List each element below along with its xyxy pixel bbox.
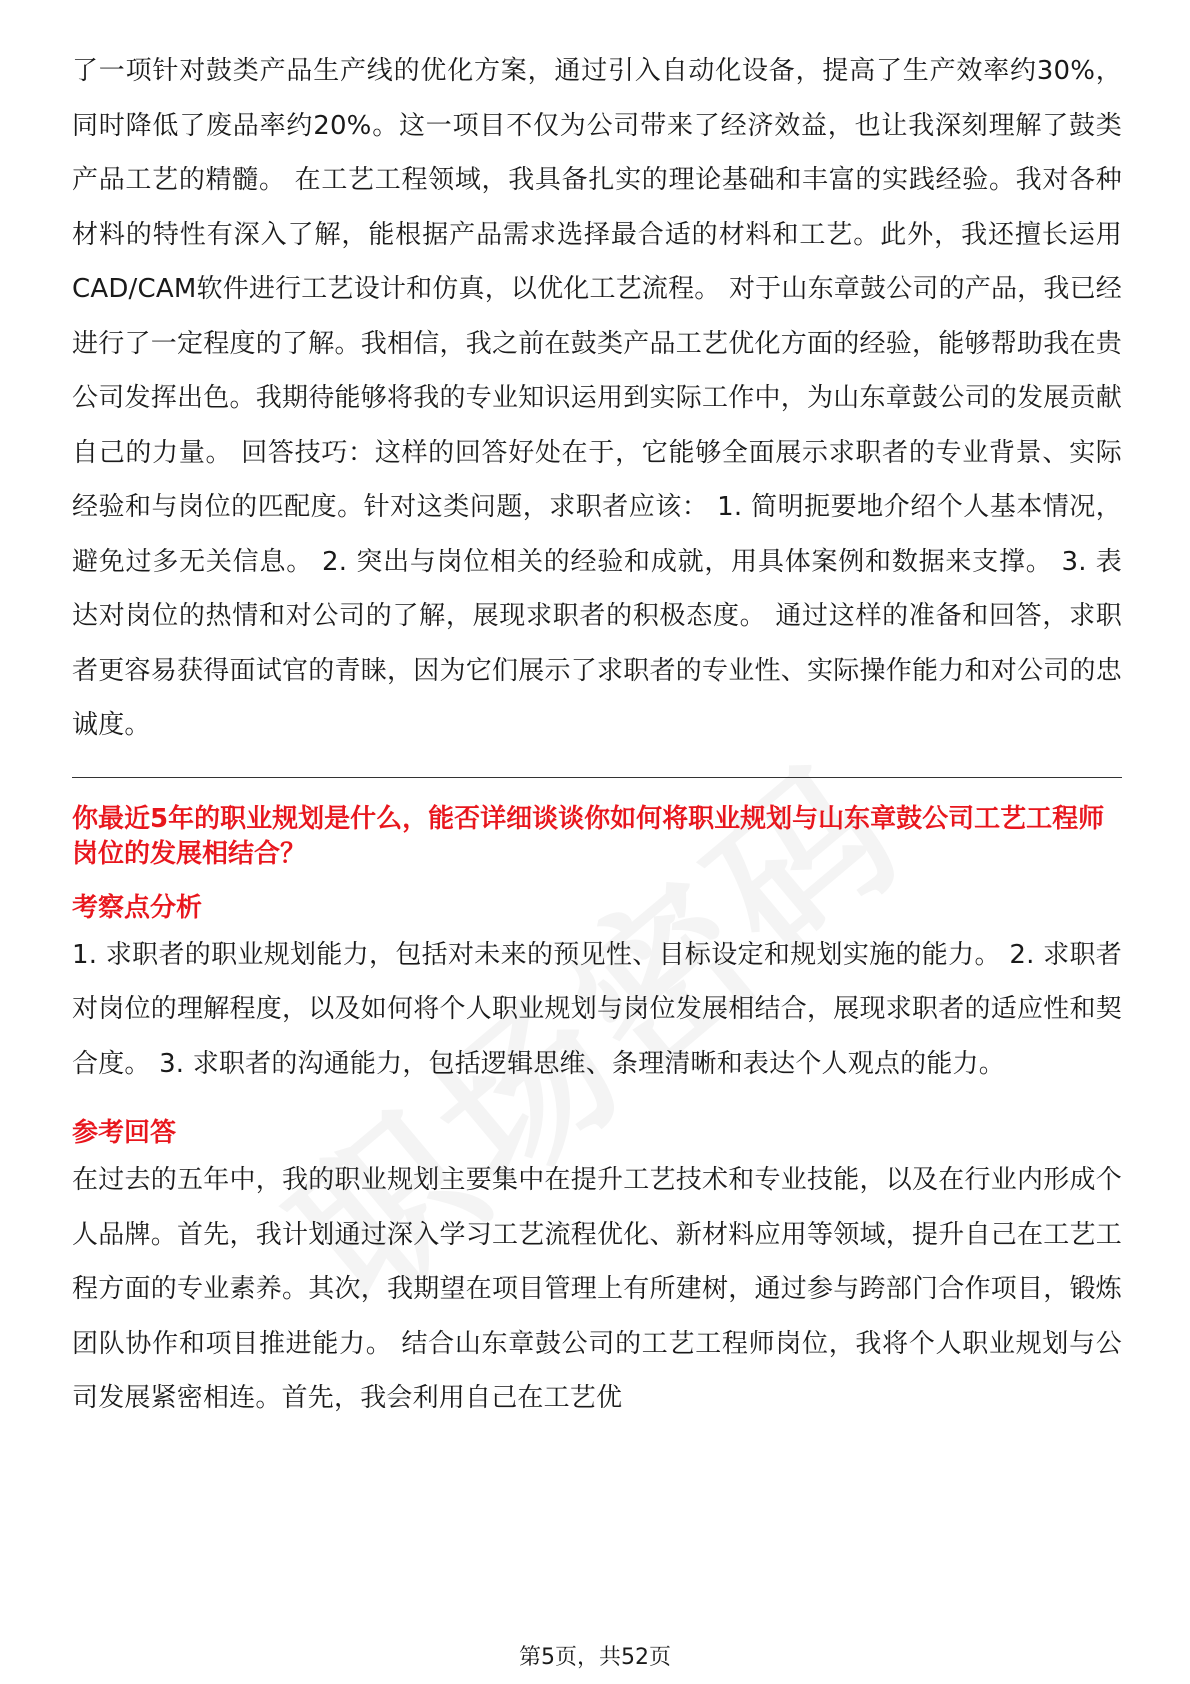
page-number-footer: 第5页，共52页 — [519, 1645, 671, 1670]
analysis-title: 考察点分析 — [72, 892, 203, 923]
document-page — [72, 44, 1122, 1426]
intro-paragraph: 了一项针对鼓类产品生产线的优化方案，通过引入自动化设备，提高了生产效率约30%，同时降低了废品率约20%。这一项目不仅为公司带来了经济效益，也让我深刻理解了鼓类产品工艺的精髓。 在工艺工程领域，我具备扎实的理论基础和丰富的实践经验。我对各种材料的特性有深入了解，能根据产品需求选择最合适的材料和工艺。此外，我还擅长运用CAD/CAM软件进行工艺设计和仿真，以优化工艺流程。 对于山东章鼓公司的产品，我已经进行了一定程度的了解。我相信，我之前在鼓类产品工艺优化方面的经验，能够帮助我在贵公司发挥出色。我期待能够将我的专业知识运用到实际工作中，为山东章鼓公司的发展贡献自己的力量。 回答技巧：这样的回答好处在于，它能够全面展示求职者的专业背景、实际经验和与岗位的匹配度。针对这类问题，求职者应该： 1. 简明扼要地介绍个人基本情况，避免过多无关信息。 2. 突出与岗位相关的经验和成就，用具体案例和数据来支撑。 3. 表达对岗位的热情和对公司的了解，展现求职者的积极态度。 通过这样的准备和回答，求职者更容易获得面试官的青睐，因为它们展示了求职者的专业性、实际操作能力和对公司的忠诚度。 — [72, 56, 1123, 740]
question-heading: 你最近5年的职业规划是什么，能否详细谈谈你如何将职业规划与山东章鼓公司工艺工程师岗位的发展相结合？ — [72, 803, 1105, 869]
section-divider — [72, 777, 1122, 778]
answer-text: 在过去的五年中，我的职业规划主要集中在提升工艺技术和专业技能，以及在行业内形成个人品牌。首先，我计划通过深入学习工艺流程优化、新材料应用等领域，提升自己在工艺工程方面的专业素养。其次，我期望在项目管理上有所建树，通过参与跨部门合作项目，锻炼团队协作和项目推进能力。 结合山东章鼓公司的工艺工程师岗位，我将个人职业规划与公司发展紧密相连。首先，我会利用自己在工艺优 — [72, 1165, 1122, 1413]
analysis-text: 1. 求职者的职业规划能力，包括对未来的预见性、目标设定和规划实施的能力。 2. 求职者对岗位的理解程度，以及如何将个人职业规划与岗位发展相结合，展现求职者的适应性和契合度。 3. 求职者的沟通能力，包括逻辑思维、条理清晰和表达个人观点的能力。 — [72, 939, 1122, 1079]
answer-title: 参考回答 — [72, 1118, 177, 1148]
